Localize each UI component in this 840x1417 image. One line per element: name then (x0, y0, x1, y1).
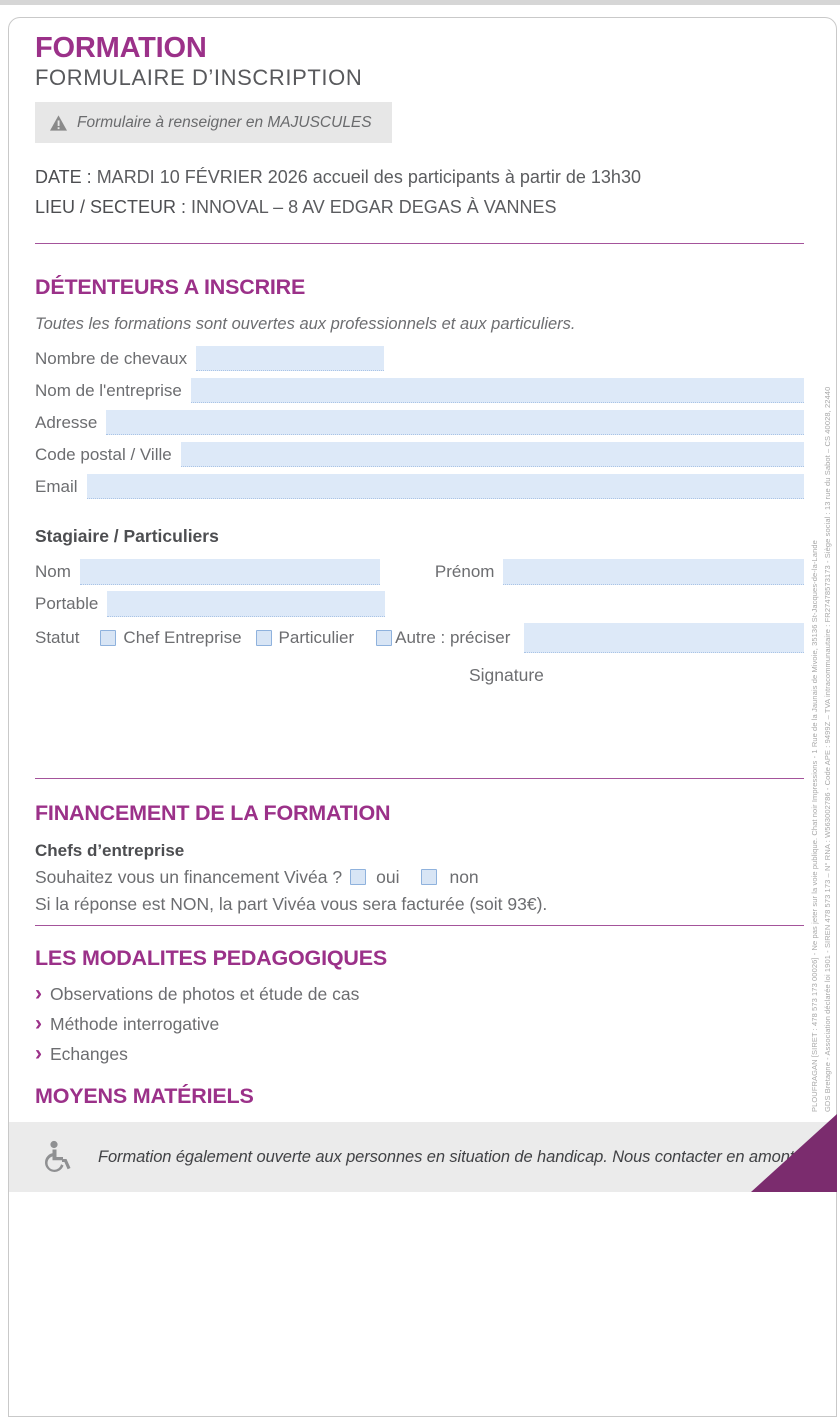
location-value: INNOVAL – 8 AV EDGAR DEGAS À VANNES (191, 196, 557, 217)
label-code-postal-ville: Code postal / Ville (35, 444, 172, 464)
detenteurs-note: Toutes les formations sont ouvertes aux professionnels et aux particuliers. (35, 315, 576, 333)
section-heading-moyens: MOYENS MATÉRIELS (35, 1084, 254, 1108)
session-location-line (35, 193, 804, 223)
field-row-email (35, 474, 804, 499)
label-email: Email (35, 476, 78, 496)
checkbox-vivea-non[interactable] (421, 869, 437, 885)
field-row-adresse (35, 410, 804, 435)
chevron-bullet-icon: › (35, 1012, 42, 1035)
option-autre-preciser: Autre : préciser (395, 628, 511, 647)
label-nom: Nom (35, 562, 71, 581)
uppercase-warning-banner (35, 102, 392, 143)
input-portable[interactable] (107, 591, 385, 617)
section-divider (35, 243, 804, 244)
vivea-non-label: non (449, 866, 479, 887)
label-nom-entreprise: Nom de l'entreprise (35, 380, 182, 400)
subsection-heading-stagiaire: Stagiaire / Particuliers (35, 526, 219, 546)
chevron-bullet-icon: › (35, 1042, 42, 1065)
input-nombre-chevaux[interactable] (196, 346, 384, 371)
vivea-billing-note: Si la réponse est NON, la part Vivéa vous sera facturée (soit 93€). (35, 894, 548, 914)
page-top-strip (0, 0, 840, 5)
corner-triangle-decoration (751, 1114, 837, 1192)
input-nom[interactable] (80, 559, 380, 585)
section-heading-detenteurs: DÉTENTEURS A INSCRIRE (35, 275, 306, 299)
modalites-list (35, 979, 804, 1069)
accessibility-footer-text: Formation également ouverte aux personnes en situation de handicap. Nous contacter en amont. (98, 1147, 799, 1166)
checkbox-vivea-oui[interactable] (350, 869, 366, 885)
list-item (35, 1009, 804, 1039)
input-code-postal-ville[interactable] (181, 442, 804, 467)
label-nombre-chevaux: Nombre de chevaux (35, 348, 188, 368)
triangle-exclamation-icon (50, 115, 67, 131)
signature-label: Signature (469, 665, 544, 685)
date-value: MARDI 10 FÉVRIER 2026 accueil des participants à partir de 13h30 (96, 167, 641, 187)
accessibility-footer (9, 1122, 837, 1192)
modalite-item-text: Observations de photos et étude de cas (50, 984, 360, 1004)
chevron-bullet-icon: › (35, 982, 42, 1005)
date-label: DATE : (35, 167, 92, 187)
section-heading-financement: FINANCEMENT DE LA FORMATION (35, 801, 391, 825)
input-email[interactable] (87, 474, 804, 499)
form-page (8, 17, 837, 1417)
session-info (35, 163, 804, 222)
field-row-portable (35, 591, 804, 617)
field-row-cp-ville (35, 442, 804, 467)
legal-vertical-text-line1: GDS Bretagne - Association déclarée loi 1901 - SIREN 478 573 173 – N° RNA : W563002786 - Code APE : 9499Z – TVA intracommunautaire : FR27478573173 - Siège social : 13 rue du Sabot – CS 40028, 22440 (823, 386, 832, 1112)
vivea-oui-label: oui (376, 866, 400, 887)
option-particulier: Particulier (278, 628, 355, 647)
list-item (35, 979, 804, 1009)
section-divider (35, 778, 804, 779)
modalite-item-text: Méthode interrogative (50, 1014, 220, 1034)
section-divider (35, 925, 804, 926)
field-row-statut (35, 625, 804, 651)
field-row-entreprise (35, 378, 804, 403)
subsection-heading-chefs: Chefs d’entreprise (35, 841, 185, 860)
legal-vertical-text-line2: PLOUFRAGAN [SIRET : 478 573 173 00026] - Ne pas jeter sur la voie publique. Chat noir Impressions - 1 Rue de la Jaunais de Mivoie, 35136 St-Jacques-de-la-Lande (810, 540, 819, 1112)
label-adresse: Adresse (35, 412, 98, 432)
checkbox-autre[interactable] (376, 630, 392, 646)
vivea-question-row (35, 864, 804, 890)
field-row-nom-prenom (35, 559, 804, 585)
list-item (35, 1039, 804, 1069)
option-chef-entreprise: Chef Entreprise (123, 628, 242, 647)
field-row-chevaux (35, 346, 804, 371)
wheelchair-icon (41, 1140, 73, 1174)
label-portable: Portable (35, 594, 99, 613)
session-date-line (35, 163, 804, 193)
checkbox-particulier[interactable] (256, 630, 272, 646)
input-nom-entreprise[interactable] (191, 378, 804, 403)
input-prenom[interactable] (503, 559, 804, 585)
input-autre-preciser[interactable] (524, 623, 804, 653)
page-subtitle: FORMULAIRE D’INSCRIPTION (35, 65, 363, 90)
detenteurs-fields (35, 346, 804, 499)
label-statut: Statut (35, 628, 80, 647)
form-content (9, 18, 836, 1147)
label-prenom: Prénom (434, 562, 495, 581)
checkbox-chef-entreprise[interactable] (100, 630, 116, 646)
location-label: LIEU / SECTEUR : (35, 196, 187, 217)
page-title: FORMATION (35, 32, 207, 64)
section-heading-modalites: LES MODALITES PEDAGOGIQUES (35, 946, 387, 970)
input-adresse[interactable] (106, 410, 804, 435)
vivea-question-text: Souhaitez vous un financement Vivéa ? (35, 866, 343, 887)
modalite-item-text: Echanges (50, 1044, 128, 1064)
uppercase-warning-text: Formulaire à renseigner en MAJUSCULES (77, 113, 372, 131)
